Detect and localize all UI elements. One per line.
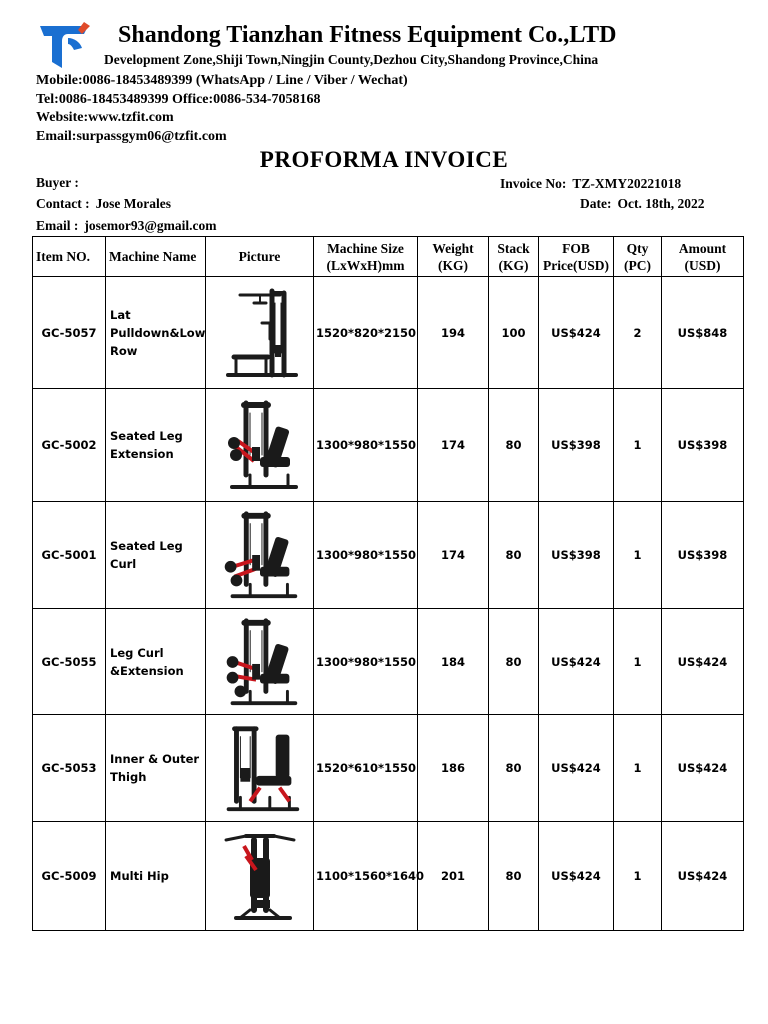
invoice-items-table — [32, 236, 744, 931]
header-machine-name: Machine Name — [106, 237, 206, 277]
header-picture: Picture — [206, 237, 314, 277]
header-stack-line2: (KG) — [498, 257, 529, 273]
header-stack-line1: Stack — [497, 240, 530, 256]
qty-cell: 1 — [614, 389, 662, 502]
qty-cell: 1 — [614, 502, 662, 609]
picture-cell — [206, 389, 314, 502]
leg-curl-machine-icon — [210, 506, 310, 604]
company-address: Development Zone,Shiji Town,Ningjin County,Dezhou City,Shandong Province,China — [104, 52, 599, 67]
lat-pulldown-machine-icon — [210, 283, 310, 383]
leg-extension-machine-icon — [210, 395, 310, 495]
table-row — [33, 822, 744, 931]
header-amount — [662, 237, 744, 277]
header-qty — [614, 237, 662, 277]
table-row — [33, 389, 744, 502]
picture-cell — [206, 609, 314, 715]
weight-cell: 201 — [418, 822, 489, 931]
email-value[interactable]: josemor93@gmail.com — [84, 218, 217, 233]
table-header-row — [33, 237, 744, 277]
price-cell: US$398 — [539, 502, 614, 609]
email-label: Email : — [36, 218, 79, 233]
header-machine-size — [314, 237, 418, 277]
stack-cell: 80 — [489, 822, 539, 931]
invoice-date-label: Date: — [580, 196, 612, 211]
item-no-cell: GC-5057 — [33, 277, 106, 389]
header-stack — [489, 237, 539, 277]
stack-cell: 80 — [489, 609, 539, 715]
price-cell: US$424 — [539, 277, 614, 389]
table-row — [33, 715, 744, 822]
weight-cell: 186 — [418, 715, 489, 822]
qty-cell: 2 — [614, 277, 662, 389]
machine-name-cell: Leg Curl &Extension — [106, 609, 206, 715]
machine-name-cell: Lat Pulldown&Low Row — [106, 277, 206, 389]
amount-cell: US$424 — [662, 609, 744, 715]
price-cell: US$424 — [539, 822, 614, 931]
item-no-cell: GC-5001 — [33, 502, 106, 609]
price-cell: US$424 — [539, 715, 614, 822]
table-row — [33, 609, 744, 715]
header-qty-line1: Qty — [626, 240, 649, 256]
invoice-number-field — [500, 176, 681, 192]
invoice-number-value: TZ-XMY20221018 — [572, 176, 682, 191]
table-row — [33, 277, 744, 389]
machine-name-cell: Seated Leg Extension — [106, 389, 206, 502]
document-title: PROFORMA INVOICE — [259, 147, 509, 172]
contact-label: Contact : — [36, 196, 90, 211]
weight-cell: 184 — [418, 609, 489, 715]
email-line[interactable]: Email:surpassgym06@tzfit.com — [36, 129, 227, 144]
header-weight-line2: (KG) — [438, 257, 468, 273]
qty-cell: 1 — [614, 715, 662, 822]
price-cell: US$398 — [539, 389, 614, 502]
buyer-label: Buyer : — [36, 175, 79, 190]
leg-curl-extension-machine-icon — [210, 613, 310, 711]
amount-cell: US$848 — [662, 277, 744, 389]
item-no-cell: GC-5002 — [33, 389, 106, 502]
contact-field — [36, 196, 171, 212]
machine-size-cell: 1300*980*1550 — [314, 502, 418, 609]
machine-name-cell: Inner & Outer Thigh — [106, 715, 206, 822]
qty-cell: 1 — [614, 822, 662, 931]
amount-cell: US$424 — [662, 822, 744, 931]
item-no-cell: GC-5055 — [33, 609, 106, 715]
mobile-line: Mobile:0086-18453489399 (WhatsApp / Line / Viber / Wechat) — [36, 73, 408, 88]
header-amount-line1: Amount — [678, 240, 727, 256]
table-row — [33, 502, 744, 609]
stack-cell: 80 — [489, 715, 539, 822]
header-weight-line1: Weight — [432, 240, 474, 256]
picture-cell — [206, 277, 314, 389]
machine-size-cell: 1300*980*1550 — [314, 389, 418, 502]
amount-cell: US$398 — [662, 502, 744, 609]
header-amount-line2: (USD) — [684, 257, 721, 273]
item-no-cell: GC-5053 — [33, 715, 106, 822]
machine-size-cell: 1300*980*1550 — [314, 609, 418, 715]
qty-cell: 1 — [614, 609, 662, 715]
header-weight — [418, 237, 489, 277]
amount-cell: US$424 — [662, 715, 744, 822]
invoice-date-value: Oct. 18th, 2022 — [617, 196, 705, 211]
weight-cell: 194 — [418, 277, 489, 389]
inner-outer-thigh-machine-icon — [210, 719, 310, 817]
stack-cell: 80 — [489, 389, 539, 502]
website-line[interactable]: Website:www.tzfit.com — [36, 110, 174, 125]
machine-size-cell: 1100*1560*1640 — [314, 822, 418, 931]
machine-name-cell: Seated Leg Curl — [106, 502, 206, 609]
company-name: Shandong Tianzhan Fitness Equipment Co.,LTD — [118, 22, 617, 48]
header-fob-price — [539, 237, 614, 277]
email-field — [36, 218, 217, 234]
header-qty-line2: (PC) — [624, 257, 651, 273]
stack-cell: 80 — [489, 502, 539, 609]
contact-value: Jose Morales — [95, 196, 171, 211]
item-no-cell: GC-5009 — [33, 822, 106, 931]
invoice-date-field — [580, 196, 704, 212]
picture-cell — [206, 715, 314, 822]
header-item-no: Item NO. — [33, 237, 106, 277]
weight-cell: 174 — [418, 502, 489, 609]
header-size-line2: (LxWxH)mm — [326, 257, 405, 273]
machine-name-cell: Multi Hip — [106, 822, 206, 931]
tz-logo-icon — [38, 22, 92, 70]
header-fob-line1: FOB — [562, 240, 590, 256]
machine-size-cell: 1520*820*2150 — [314, 277, 418, 389]
tel-line: Tel:0086-18453489399 Office:0086-534-7058168 — [36, 92, 321, 107]
price-cell: US$424 — [539, 609, 614, 715]
buyer-field — [36, 175, 85, 191]
header-fob-line2: Price(USD) — [543, 257, 609, 273]
invoice-number-label: Invoice No: — [500, 176, 567, 191]
stack-cell: 100 — [489, 277, 539, 389]
picture-cell — [206, 502, 314, 609]
machine-size-cell: 1520*610*1550 — [314, 715, 418, 822]
amount-cell: US$398 — [662, 389, 744, 502]
header-size-line1: Machine Size — [327, 240, 404, 256]
weight-cell: 174 — [418, 389, 489, 502]
picture-cell — [206, 822, 314, 931]
multi-hip-machine-icon — [210, 826, 310, 926]
